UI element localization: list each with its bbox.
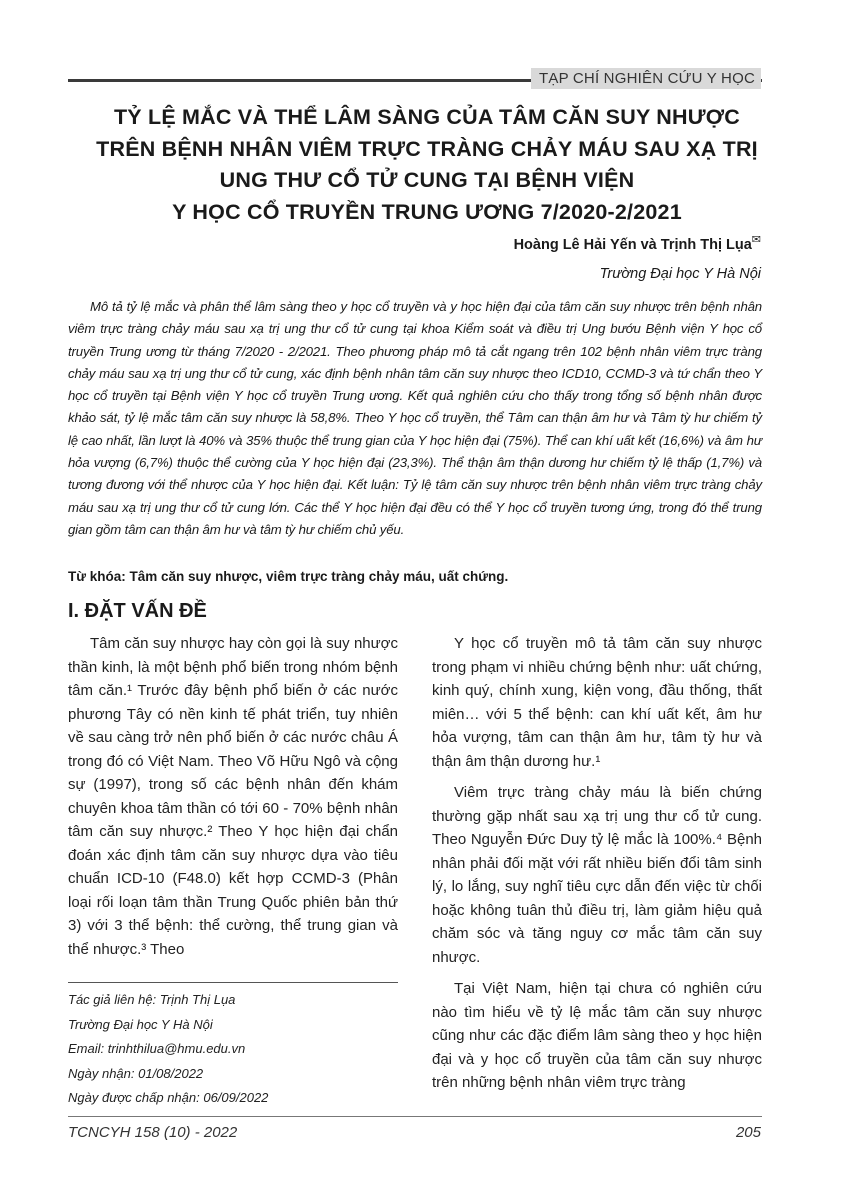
left-column bbox=[68, 632, 398, 969]
mail-icon: ✉ bbox=[751, 234, 761, 246]
footnote-rule bbox=[68, 982, 398, 983]
paragraph: Y học cổ truyền mô tả tâm căn suy nhược trong phạm vi nhiều chứng bệnh như: uất chứng, kinh quý, chính xung, kiện vong, đầu thống, thất miên… với 5 thể bệnh: can khí uất kết, âm hư hỏa vượng, tâm can thận âm hư, tâm tỳ hư và thận âm thận dương hư.¹ bbox=[432, 635, 762, 770]
affiliation: Trường Đại học Y Hà Nội bbox=[599, 266, 761, 282]
keywords: Từ khóa: Tâm căn suy nhược, viêm trực tràng chảy máu, uất chứng. bbox=[68, 569, 509, 584]
section-heading: I. ĐẶT VẤN ĐỀ bbox=[68, 600, 207, 622]
author-line bbox=[514, 233, 761, 253]
footnote-email: Email: trinhthilua@hmu.edu.vn bbox=[68, 1041, 246, 1056]
title-line: TỶ LỆ MẮC VÀ THỂ LÂM SÀNG CỦA TÂM CĂN SUY NHƯỢC bbox=[113, 105, 741, 129]
paragraph: Tại Việt Nam, hiện tại chưa có nghiên cứu nào tìm hiểu về tỷ lệ mắc tâm căn suy nhược cũng như các đặc điểm lâm sàng theo y học hiện đại và y học cổ truyền của tâm căn suy nhược trên những bệnh nhân viêm trực tràng bbox=[432, 980, 762, 1091]
footnote-contact: Tác giả liên hệ: Trịnh Thị Lụa bbox=[68, 992, 236, 1007]
authors: Hoàng Lê Hải Yến và Trịnh Thị Lụa bbox=[513, 236, 752, 253]
journal-name: TẠP CHÍ NGHIÊN CỨU Y HỌC bbox=[531, 68, 761, 89]
footnote-accepted: Ngày được chấp nhận: 06/09/2022 bbox=[68, 1090, 269, 1105]
page-number: 205 bbox=[735, 1124, 761, 1141]
footer-rule bbox=[68, 1116, 762, 1117]
footnote-received: Ngày nhận: 01/08/2022 bbox=[68, 1065, 204, 1081]
title-line: UNG THƯ CỔ TỬ CUNG TẠI BỆNH VIỆN bbox=[219, 168, 635, 192]
footnotes bbox=[68, 988, 398, 1111]
paragraph: Tâm căn suy nhược hay còn gọi là suy nhược thần kinh, là một bệnh phổ biến trong nhóm bệnh tâm căn.¹ Trước đây bệnh phổ biến ở các nước phương Tây có nền kinh tế phát triển, tuy nhiên về sau càng trở nên phổ biến ở các nước châu Á trong đó có Việt Nam. Theo Võ Hữu Ngô và cộng sự (1997), trong số các bệnh nhân đến khám chuyên khoa tâm thần có tới 60 - 70% bệnh nhân tâm căn suy nhược.² Theo Y học hiện đại chẩn đoán xác định tâm căn suy nhược dựa vào tiêu chuẩn ICD-10 (F48.0) kết hợp CCMD-3 (Phân loại rối loạn tâm thần Trung Quốc phiên bản thứ 3) với 3 thể bệnh: thể cường, thể trung gian và thể nhược.³ Theo bbox=[68, 635, 398, 958]
abstract: Mô tả tỷ lệ mắc và phân thể lâm sàng theo y học cổ truyền và y học hiện đại của tâm căn suy nhược trên bệnh nhân viêm trực tràng chảy máu sau xạ trị ung thư cổ tử cung tại khoa Kiểm soát và điều trị Ung bướu Bệnh viện Y học cổ truyền Trung ương từ tháng 7/2020 - 2/2021. Theo phương pháp mô tả cắt ngang trên 102 bệnh nhân viêm trực tràng chảy máu sau xạ trị ung thư cổ tử cung, xác định bệnh nhân tâm căn suy nhược theo ICD10, CCMD-3 và tứ chẩn theo Y học cổ truyền tại Bệnh viện Y học cổ truyền Trung ương. Kết quả nghiên cứu cho thấy trong tổng số bệnh nhân được khảo sát, tỷ lệ mắc tâm căn suy nhược là 58,8%. Theo Y học cổ truyền, thể Tâm can thận âm hư và Tâm tỳ hư chiếm tỷ lệ cao nhất, lần lượt là 40% và 35% thuộc thể trung gian của Y học hiện đại (75%). Thể can khí uất kết (16,6%) và âm hư hỏa vượng (6,7%) thuộc thể cường của Y học hiện đại (23,3%). Thể thận âm thận dương hư chiếm tỷ lệ thấp (1,7%) và tương đương với thể nhược của Y học hiện đại. Kết luận: Tỷ lệ tâm căn suy nhược trên bệnh nhân viêm trực tràng chảy máu sau xạ trị ung thư cổ tử cung lớn. Các thể Y học hiện đại đều có thể Y học cổ truyền tương ứng, trong đó thể trung gian gồm tâm can thận âm hư và tâm tỳ hư chiếm chủ yếu. bbox=[68, 299, 762, 537]
right-column bbox=[432, 632, 762, 1103]
paragraph: Viêm trực tràng chảy máu là biến chứng thường gặp nhất sau xạ trị ung thư cổ tử cung. Theo Nguyễn Đức Duy tỷ lệ mắc là 100%.⁴ Bệnh nhân phải đối mặt với rất nhiều biến đổi tâm sinh lý, lo lắng, suy nghĩ tiêu cực dẫn đến việc từ chối hoặc không tuân thủ điều trị, làm giảm hiệu quả chăm sóc và tăng nguy cơ mắc tâm căn suy nhược. bbox=[432, 784, 762, 966]
title-line: Y HỌC CỔ TRUYỀN TRUNG ƯƠNG 7/2020-2/2021 bbox=[172, 199, 682, 224]
footnote-affiliation: Trường Đại học Y Hà Nội bbox=[68, 1016, 213, 1032]
article-title bbox=[68, 102, 786, 228]
title-line: TRÊN BỆNH NHÂN VIÊM TRỰC TRÀNG CHẢY MÁU SAU XẠ TRỊ bbox=[96, 136, 758, 161]
journal-issue: TCNCYH 158 (10) - 2022 bbox=[68, 1124, 238, 1141]
